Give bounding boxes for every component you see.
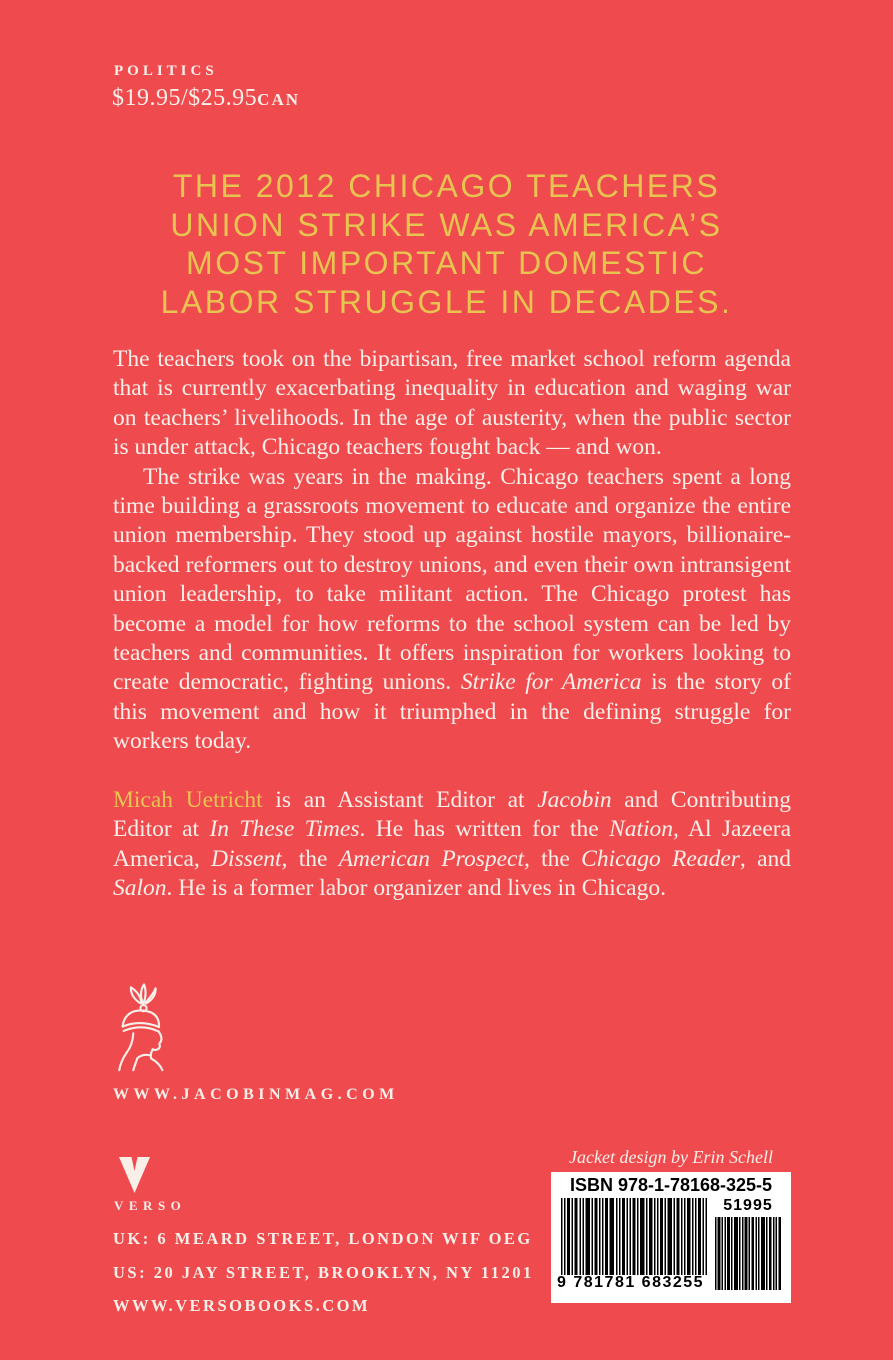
verso-website-url: WWW.VERSOBOOKS.COM bbox=[113, 1296, 371, 1315]
category-label: POLITICS bbox=[114, 63, 218, 79]
jacket-design-credit: Jacket design by Erin Schell bbox=[569, 1147, 773, 1167]
address-us: US: 20 JAY STREET, BROOKLYN, NY 11201 bbox=[113, 1262, 534, 1282]
barcode-panel bbox=[551, 1172, 791, 1303]
back-cover-copy bbox=[113, 345, 791, 903]
price-addon-barcode-icon bbox=[715, 1217, 781, 1290]
headline-line-2: UNION STRIKE WAS AMERICA’S bbox=[170, 206, 723, 243]
ean-digits: 9 781781 683255 bbox=[557, 1274, 705, 1291]
paragraph-2: The strike was years in the making. Chicago teachers spent a long time building a grassroots movement to educate and organize the entire union membership. They stood up against hostile mayors, billionaire-backed reformers out to destroy unions, and even their own intransigent union leadership, to take militant action. The Chicago protest has become a model for how reforms to the school system can be led by teachers and communities. It offers inspiration for workers looking to create democratic, fighting unions. Strike for America is the story of this movement and how it triumphed in the defining struggle for workers today. bbox=[113, 463, 791, 755]
headline-line-1: THE 2012 CHICAGO TEACHERS bbox=[172, 168, 721, 204]
verso-v-icon bbox=[119, 1157, 150, 1193]
verso-wordmark: VERSO bbox=[114, 1198, 187, 1213]
price-region: CAN bbox=[257, 90, 301, 109]
isbn-label: ISBN 978-1-78168-325-5 bbox=[569, 1175, 773, 1195]
price-amount: $19.95/$25.95 bbox=[112, 85, 258, 111]
ean13-barcode-icon bbox=[561, 1198, 707, 1275]
author-bio: Micah Uetricht is an Assistant Editor at Jacobin and Contributing Editor at In These Times. He has written for the Nation, Al Jazeera America, Dissent, the American Prospect, the Chicago Reader, and Salon. He is a former labor organizer and lives in Chicago. bbox=[113, 786, 792, 901]
jacobin-logo-icon bbox=[113, 983, 173, 1075]
address-uk: UK: 6 MEARD STREET, LONDON WIF OEG bbox=[113, 1229, 533, 1248]
paragraph-1: The teachers took on the bipartisan, free market school reform agenda that is currently exacerbating inequality in education and waging war on teachers’ livelihoods. In the age of austerity, when the public sector is under attack, Chicago teachers fought back — and won. bbox=[113, 346, 791, 461]
jacobin-website-url: WWW.JACOBINMAG.COM bbox=[113, 1086, 399, 1103]
headline-line-3: MOST IMPORTANT DOMESTIC bbox=[186, 245, 707, 281]
headline bbox=[0, 167, 893, 321]
publisher-addresses bbox=[113, 1222, 534, 1323]
price-addon-code: 51995 bbox=[723, 1197, 773, 1214]
price-label bbox=[112, 85, 300, 112]
headline-line-4: LABOR STRUGGLE IN DECADES. bbox=[160, 283, 733, 320]
